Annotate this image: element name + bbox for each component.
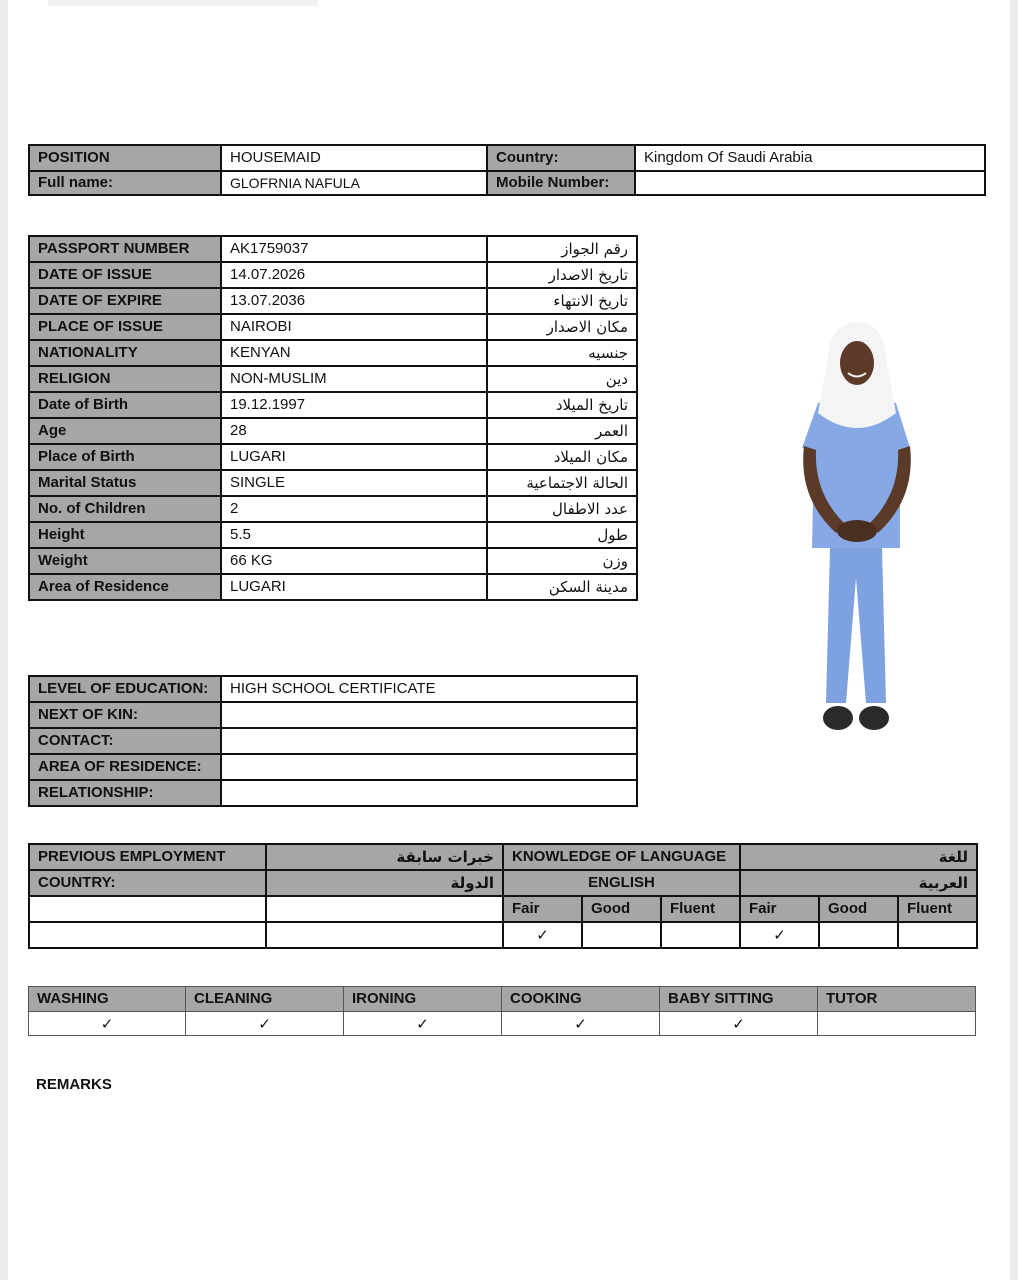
mark-fluent-en	[661, 922, 740, 948]
left-shoe	[823, 706, 853, 730]
country-col-label: COUNTRY:	[29, 870, 266, 896]
country-col-arabic: الدولة	[266, 870, 503, 896]
personal-value: 19.12.1997	[221, 392, 487, 418]
level-good-en: Good	[582, 896, 661, 922]
personal-arabic-label: طول	[487, 522, 637, 548]
personal-row	[29, 288, 637, 314]
education-label: NEXT OF KIN:	[29, 702, 221, 728]
personal-arabic-label: مكان الميلاد	[487, 444, 637, 470]
personal-arabic-label: وزن	[487, 548, 637, 574]
skill-ironing: IRONING	[344, 987, 502, 1012]
remarks-label: REMARKS	[36, 1076, 112, 1093]
personal-label: DATE OF ISSUE	[29, 262, 221, 288]
prev-employment-arabic: خبرات سابقة	[266, 844, 503, 870]
personal-value: 66 KG	[221, 548, 487, 574]
skills-table	[28, 986, 976, 1036]
personal-arabic-label: تاريخ الانتهاء	[487, 288, 637, 314]
personal-label: RELIGION	[29, 366, 221, 392]
skill-cooking: COOKING	[502, 987, 660, 1012]
personal-label: Height	[29, 522, 221, 548]
skill-tutor: TUTOR	[818, 987, 976, 1012]
fullname-label: Full name:	[29, 171, 221, 195]
personal-value: 2	[221, 496, 487, 522]
education-row	[29, 676, 637, 702]
personal-row	[29, 340, 637, 366]
education-value	[221, 728, 637, 754]
position-label: POSITION	[29, 145, 221, 171]
level-good-ar: Good	[819, 896, 898, 922]
language-label: KNOWLEDGE OF LANGUAGE	[503, 844, 740, 870]
personal-row	[29, 392, 637, 418]
level-fluent-ar: Fluent	[898, 896, 977, 922]
personal-arabic-label: عدد الاطفال	[487, 496, 637, 522]
personal-arabic-label: تاريخ الميلاد	[487, 392, 637, 418]
personal-value: 14.07.2026	[221, 262, 487, 288]
personal-label: DATE OF EXPIRE	[29, 288, 221, 314]
employment-cell	[266, 896, 503, 922]
skill-mark-baby-sitting: ✓	[660, 1012, 818, 1036]
employment-cell	[29, 922, 266, 948]
personal-arabic-label: مدينة السكن	[487, 574, 637, 600]
personal-label: Marital Status	[29, 470, 221, 496]
employment-cell	[29, 896, 266, 922]
personal-value: NON-MUSLIM	[221, 366, 487, 392]
personal-value: KENYAN	[221, 340, 487, 366]
hands	[837, 520, 877, 542]
personal-row	[29, 444, 637, 470]
education-label: RELATIONSHIP:	[29, 780, 221, 806]
personal-value: 5.5	[221, 522, 487, 548]
personal-arabic-label: جنسيه	[487, 340, 637, 366]
personal-value: SINGLE	[221, 470, 487, 496]
personal-table	[28, 235, 638, 601]
level-fluent-en: Fluent	[661, 896, 740, 922]
personal-arabic-label: تاريخ الاصدار	[487, 262, 637, 288]
personal-label: Date of Birth	[29, 392, 221, 418]
personal-value: LUGARI	[221, 444, 487, 470]
mark-fluent-ar	[898, 922, 977, 948]
personal-arabic-label: الحالة الاجتماعية	[487, 470, 637, 496]
mobile-label: Mobile Number:	[487, 171, 635, 195]
english-label: ENGLISH	[503, 870, 740, 896]
mark-good-ar	[819, 922, 898, 948]
document-sheet	[8, 0, 1010, 1280]
education-label: CONTACT:	[29, 728, 221, 754]
education-row	[29, 702, 637, 728]
education-value	[221, 780, 637, 806]
country-label: Country:	[487, 145, 635, 171]
education-row	[29, 754, 637, 780]
personal-label: Area of Residence	[29, 574, 221, 600]
personal-value: AK1759037	[221, 236, 487, 262]
personal-value: 13.07.2036	[221, 288, 487, 314]
skill-mark-ironing: ✓	[344, 1012, 502, 1036]
personal-row	[29, 470, 637, 496]
education-table	[28, 675, 638, 807]
personal-label: Weight	[29, 548, 221, 574]
personal-row	[29, 262, 637, 288]
personal-arabic-label: مكان الاصدار	[487, 314, 637, 340]
arabic-language-label: العربية	[740, 870, 977, 896]
face	[840, 341, 874, 385]
language-arabic: للغة	[740, 844, 977, 870]
skill-cleaning: CLEANING	[186, 987, 344, 1012]
personal-row	[29, 548, 637, 574]
mark-fair-en: ✓	[503, 922, 582, 948]
skill-mark-cooking: ✓	[502, 1012, 660, 1036]
personal-value: LUGARI	[221, 574, 487, 600]
personal-row	[29, 522, 637, 548]
position-value: HOUSEMAID	[221, 145, 487, 171]
trousers	[826, 548, 886, 703]
personal-label: PLACE OF ISSUE	[29, 314, 221, 340]
mobile-value	[635, 171, 985, 195]
right-shoe	[859, 706, 889, 730]
personal-label: Place of Birth	[29, 444, 221, 470]
level-fair-en: Fair	[503, 896, 582, 922]
mark-good-en	[582, 922, 661, 948]
skill-mark-washing: ✓	[29, 1012, 186, 1036]
education-value	[221, 702, 637, 728]
personal-value: 28	[221, 418, 487, 444]
employment-table	[28, 843, 978, 949]
personal-label: No. of Children	[29, 496, 221, 522]
education-value	[221, 754, 637, 780]
skill-washing: WASHING	[29, 987, 186, 1012]
skill-mark-cleaning: ✓	[186, 1012, 344, 1036]
education-row	[29, 780, 637, 806]
country-value: Kingdom Of Saudi Arabia	[635, 145, 985, 171]
personal-row	[29, 314, 637, 340]
personal-value: NAIROBI	[221, 314, 487, 340]
personal-arabic-label: رقم الجواز	[487, 236, 637, 262]
personal-arabic-label: دين	[487, 366, 637, 392]
education-label: LEVEL OF EDUCATION:	[29, 676, 221, 702]
personal-row	[29, 496, 637, 522]
skill-baby-sitting: BABY SITTING	[660, 987, 818, 1012]
mark-fair-ar: ✓	[740, 922, 819, 948]
personal-label: NATIONALITY	[29, 340, 221, 366]
skill-mark-tutor	[818, 1012, 976, 1036]
header-table	[28, 144, 986, 196]
personal-label: PASSPORT NUMBER	[29, 236, 221, 262]
level-fair-ar: Fair	[740, 896, 819, 922]
employment-cell	[266, 922, 503, 948]
prev-employment-label: PREVIOUS EMPLOYMENT	[29, 844, 266, 870]
personal-arabic-label: العمر	[487, 418, 637, 444]
personal-row	[29, 418, 637, 444]
personal-row	[29, 366, 637, 392]
fullname-value: GLOFRNIA NAFULA	[221, 171, 487, 195]
education-label: AREA OF RESIDENCE:	[29, 754, 221, 780]
top-shadow	[48, 0, 318, 6]
personal-label: Age	[29, 418, 221, 444]
candidate-photo	[778, 318, 938, 748]
personal-row	[29, 236, 637, 262]
personal-row	[29, 574, 637, 600]
education-value: HIGH SCHOOL CERTIFICATE	[221, 676, 637, 702]
education-row	[29, 728, 637, 754]
